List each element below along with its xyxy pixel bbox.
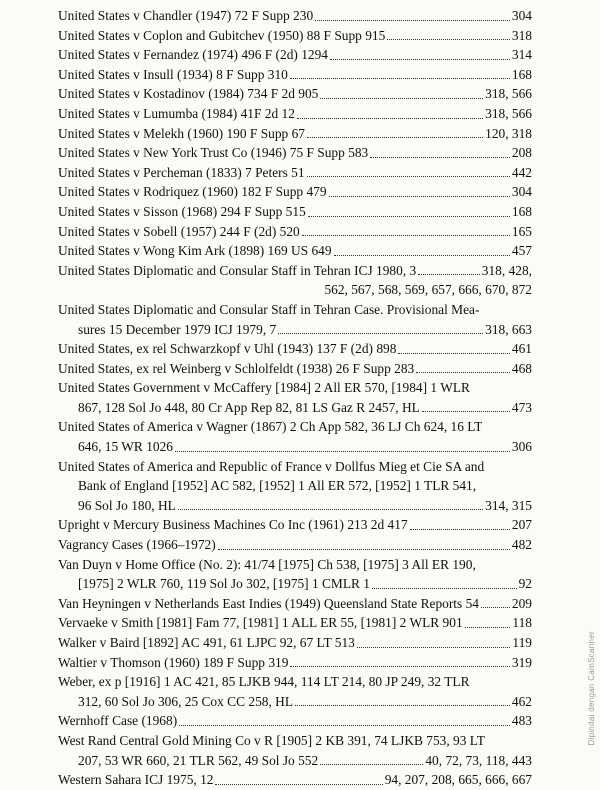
case-citation-continuation bbox=[58, 496, 532, 516]
case-entry bbox=[58, 378, 532, 417]
dot-leader bbox=[218, 548, 510, 550]
case-citation-text: Upright v Mercury Business Machines Co Inc (1961) 213 2d 417 bbox=[58, 517, 408, 533]
page-references: 562, 567, 568, 569, 657, 666, 670, 872 bbox=[324, 282, 532, 298]
case-citation-continuation bbox=[58, 476, 532, 496]
case-citation-line bbox=[58, 594, 532, 614]
page-references: 318, 566 bbox=[485, 105, 532, 121]
page-references: 306 bbox=[511, 439, 532, 455]
case-citation-line bbox=[58, 555, 532, 575]
case-citation-line bbox=[58, 653, 532, 673]
dot-leader bbox=[329, 195, 510, 197]
page-references: 457 bbox=[511, 243, 532, 259]
case-citation-line bbox=[58, 45, 532, 65]
case-citation-line bbox=[58, 359, 532, 379]
case-entry bbox=[58, 163, 532, 183]
dot-leader bbox=[179, 724, 510, 726]
case-citation-line bbox=[58, 104, 532, 124]
case-citation-line bbox=[58, 6, 532, 26]
dot-leader bbox=[175, 450, 510, 452]
case-entry bbox=[58, 241, 532, 261]
dot-leader bbox=[308, 215, 510, 217]
case-citation-line bbox=[58, 535, 532, 555]
case-citation-line bbox=[58, 378, 532, 398]
case-citation-continuation bbox=[58, 320, 532, 340]
dot-leader bbox=[307, 175, 510, 177]
case-entry bbox=[58, 613, 532, 633]
case-citation-text: Waltier v Thomson (1960) 189 F Supp 319 bbox=[58, 654, 289, 670]
case-citation-text: United States, ex rel Schwarzkopf v Uhl (1943) 137 F (2d) 898 bbox=[58, 341, 397, 357]
page-references: 314, 315 bbox=[485, 497, 532, 513]
case-citation-text: 867, 128 Sol Jo 448, 80 Cr App Rep 82, 81 LS Gaz R 2457, HL bbox=[78, 399, 420, 415]
page-references: 209 bbox=[511, 595, 532, 611]
case-citation-line bbox=[58, 457, 532, 477]
page-references: 318, 428, bbox=[481, 262, 532, 278]
case-citation-text: United States v Kostadinov (1984) 734 F 2d 905 bbox=[58, 86, 319, 102]
case-citation-text: United States Government v McCaffery [1984] 2 All ER 570, [1984] 1 WLR bbox=[58, 380, 470, 396]
case-citation-text: 312, 60 Sol Jo 306, 25 Cox CC 258, HL bbox=[78, 693, 294, 709]
case-citation-text: United States of America and Republic of France v Dollfus Mieg et Cie SA and bbox=[58, 458, 485, 474]
case-entry bbox=[58, 653, 532, 673]
dot-leader bbox=[330, 58, 510, 60]
case-citation-text: United States of America v Wagner (1867) 2 Ch App 582, 36 LJ Ch 624, 16 LT bbox=[58, 419, 483, 435]
case-citation-text: 646, 15 WR 1026 bbox=[78, 439, 173, 455]
page-references: 40, 72, 73, 118, 443 bbox=[425, 752, 532, 768]
dot-leader bbox=[295, 704, 510, 706]
case-entry bbox=[58, 731, 532, 770]
case-citation-text: United States v Wong Kim Ark (1898) 169 US 649 bbox=[58, 243, 332, 259]
case-entry bbox=[58, 143, 532, 163]
page-references: 208 bbox=[511, 145, 532, 161]
page-references: 468 bbox=[511, 360, 532, 376]
dot-leader bbox=[372, 587, 517, 589]
case-citation-text: Walker v Baird [1892] AC 491, 61 LJPC 92, 67 LT 513 bbox=[58, 635, 355, 650]
page-references: 483 bbox=[511, 713, 532, 729]
dot-leader bbox=[302, 234, 510, 236]
case-citation-text: Bank of England [1952] AC 582, [1952] 1 All ER 572, [1952] 1 TLR 541, bbox=[78, 478, 477, 494]
case-citation-line bbox=[58, 163, 532, 183]
case-citation-continuation bbox=[58, 437, 532, 457]
case-citation-line bbox=[58, 143, 532, 163]
page-references: 318 bbox=[511, 27, 532, 43]
case-entry bbox=[58, 202, 532, 222]
case-citation-text: Van Duyn v Home Office (No. 2): 41/74 [1975] Ch 538, [1975] 3 All ER 190, bbox=[58, 556, 476, 572]
case-citation-text: United States v Insull (1934) 8 F Supp 310 bbox=[58, 66, 288, 82]
case-citation-line bbox=[58, 711, 532, 731]
case-citation-text: 207, 53 WR 660, 21 TLR 562, 49 Sol Jo 552 bbox=[78, 752, 319, 768]
dot-leader bbox=[418, 273, 480, 275]
case-entry bbox=[58, 711, 532, 731]
case-citation-text: Weber, ex p [1916] 1 AC 421, 85 LJKB 944, 114 LT 214, 80 JP 249, 32 TLR bbox=[58, 674, 470, 690]
page-references: 119 bbox=[512, 635, 532, 650]
page-references: 304 bbox=[511, 8, 532, 23]
case-citation-line bbox=[58, 613, 532, 633]
page-references: 318, 663 bbox=[485, 321, 532, 337]
case-citation-text: 96 Sol Jo 180, HL bbox=[78, 497, 176, 513]
case-citation-line bbox=[58, 182, 532, 202]
page-references: 462 bbox=[511, 693, 532, 709]
case-citation-text: Vervaeke v Smith [1981] Fam 77, [1981] 1 ALL ER 55, [1981] 2 WLR 901 bbox=[58, 615, 463, 631]
case-entry bbox=[58, 182, 532, 202]
case-entry bbox=[58, 124, 532, 144]
case-citation-line bbox=[58, 770, 532, 790]
dot-leader bbox=[422, 410, 510, 412]
case-entry bbox=[58, 65, 532, 85]
case-citation-continuation bbox=[58, 280, 532, 300]
case-citation-text: United States v Melekh (1960) 190 F Supp 67 bbox=[58, 125, 305, 141]
case-entry bbox=[58, 359, 532, 379]
page-references: 304 bbox=[511, 184, 532, 200]
case-citation-line bbox=[58, 672, 532, 692]
case-citation-continuation bbox=[58, 398, 532, 418]
case-entry bbox=[58, 339, 532, 359]
page-references: 120, 318 bbox=[485, 125, 532, 141]
dot-leader bbox=[320, 97, 483, 99]
dot-leader bbox=[178, 508, 483, 510]
dot-leader bbox=[370, 156, 510, 158]
case-citation-text: West Rand Central Gold Mining Co v R [1905] 2 KB 391, 74 LJKB 753, 93 LT bbox=[58, 732, 485, 748]
case-citation-text: United States v Lumumba (1984) 41F 2d 12 bbox=[58, 105, 295, 121]
case-entry bbox=[58, 261, 532, 300]
page-references: 92 bbox=[518, 576, 532, 592]
page-references: 94, 207, 208, 665, 666, 667 bbox=[384, 772, 532, 788]
case-citation-text: United States v Chandler (1947) 72 F Supp 230 bbox=[58, 8, 314, 23]
case-citation-text: United States v Percheman (1833) 7 Peters 51 bbox=[58, 164, 305, 180]
table-of-cases bbox=[58, 6, 532, 790]
case-entry bbox=[58, 417, 532, 456]
dot-leader bbox=[481, 606, 510, 608]
case-citation-line bbox=[58, 241, 532, 261]
case-citation-line bbox=[58, 202, 532, 222]
case-entry bbox=[58, 633, 532, 653]
case-entry bbox=[58, 594, 532, 614]
page-references: 482 bbox=[511, 537, 532, 553]
case-citation-text: United States v Sobell (1957) 244 F (2d) 520 bbox=[58, 223, 300, 239]
case-citation-line bbox=[58, 65, 532, 85]
page-references: 442 bbox=[511, 164, 532, 180]
dot-leader bbox=[357, 646, 511, 648]
case-citation-text: United States Diplomatic and Consular Staff in Tehran Case. Provisional Mea- bbox=[58, 301, 480, 317]
case-entry bbox=[58, 26, 532, 46]
dot-leader bbox=[398, 352, 509, 354]
case-citation-text: United States, ex rel Weinberg v Schlolfeldt (1938) 26 F Supp 283 bbox=[58, 360, 415, 376]
case-citation-line bbox=[58, 124, 532, 144]
dot-leader bbox=[334, 254, 510, 256]
case-entry bbox=[58, 6, 532, 26]
dot-leader bbox=[278, 332, 483, 334]
case-citation-text: United States v New York Trust Co (1946) 75 F Supp 583 bbox=[58, 145, 369, 161]
case-entry bbox=[58, 222, 532, 242]
dot-leader bbox=[290, 665, 510, 667]
dot-leader bbox=[387, 38, 510, 40]
page-references: 168 bbox=[511, 66, 532, 82]
dot-leader bbox=[297, 117, 483, 119]
case-entry bbox=[58, 535, 532, 555]
case-citation-text: United States v Coplon and Gubitchev (1950) 88 F Supp 915 bbox=[58, 27, 386, 43]
page-references: 207 bbox=[511, 517, 532, 533]
dot-leader bbox=[215, 783, 382, 785]
camscanner-watermark: Dipindai dengan CamScanner bbox=[587, 631, 596, 746]
dot-leader bbox=[410, 528, 510, 530]
case-citation-text: United States Diplomatic and Consular Staff in Tehran ICJ 1980, 3 bbox=[58, 262, 417, 278]
case-entry bbox=[58, 45, 532, 65]
case-citation-line bbox=[58, 633, 532, 653]
case-citation-text: United States v Fernandez (1974) 496 F (2d) 1294 bbox=[58, 47, 328, 63]
case-entry bbox=[58, 84, 532, 104]
case-citation-text: Western Sahara ICJ 1975, 12 bbox=[58, 772, 214, 788]
case-citation-text: sures 15 December 1979 ICJ 1979, 7 bbox=[78, 321, 277, 337]
case-citation-line bbox=[58, 731, 532, 751]
page-references: 118 bbox=[512, 615, 532, 631]
page-references: 168 bbox=[511, 203, 532, 219]
case-entry bbox=[58, 104, 532, 124]
case-citation-line bbox=[58, 339, 532, 359]
dot-leader bbox=[307, 136, 483, 138]
case-citation-text: [1975] 2 WLR 760, 119 Sol Jo 302, [1975] 1 CMLR 1 bbox=[78, 576, 370, 592]
case-citation-text: Wernhoff Case (1968) bbox=[58, 713, 178, 729]
case-entry bbox=[58, 300, 532, 339]
case-entry bbox=[58, 515, 532, 535]
case-citation-line bbox=[58, 515, 532, 535]
case-entry bbox=[58, 555, 532, 594]
page-references: 318, 566 bbox=[485, 86, 532, 102]
case-citation-text: Vagrancy Cases (1966–1972) bbox=[58, 537, 216, 553]
dot-leader bbox=[416, 371, 510, 373]
dot-leader bbox=[465, 626, 511, 628]
case-citation-line bbox=[58, 84, 532, 104]
case-citation-continuation bbox=[58, 751, 532, 771]
case-citation-line bbox=[58, 26, 532, 46]
case-entry bbox=[58, 770, 532, 790]
page-references: 165 bbox=[511, 223, 532, 239]
page-references: 319 bbox=[511, 654, 532, 670]
case-citation-continuation bbox=[58, 574, 532, 594]
page-references: 461 bbox=[511, 341, 532, 357]
case-citation-continuation bbox=[58, 692, 532, 712]
page-references: 473 bbox=[511, 399, 532, 415]
dot-leader bbox=[315, 19, 510, 21]
case-entry bbox=[58, 672, 532, 711]
page-references: 314 bbox=[511, 47, 532, 63]
case-citation-line bbox=[58, 261, 532, 281]
dot-leader bbox=[320, 763, 423, 765]
case-citation-line bbox=[58, 300, 532, 320]
case-citation-line bbox=[58, 222, 532, 242]
case-citation-text: United States v Rodriquez (1960) 182 F Supp 479 bbox=[58, 184, 327, 200]
case-citation-line bbox=[58, 417, 532, 437]
case-citation-text: United States v Sisson (1968) 294 F Supp 515 bbox=[58, 203, 306, 219]
case-entry bbox=[58, 457, 532, 516]
case-citation-text: Van Heyningen v Netherlands East Indies (1949) Queensland State Reports 54 bbox=[58, 595, 479, 611]
dot-leader bbox=[290, 77, 510, 79]
